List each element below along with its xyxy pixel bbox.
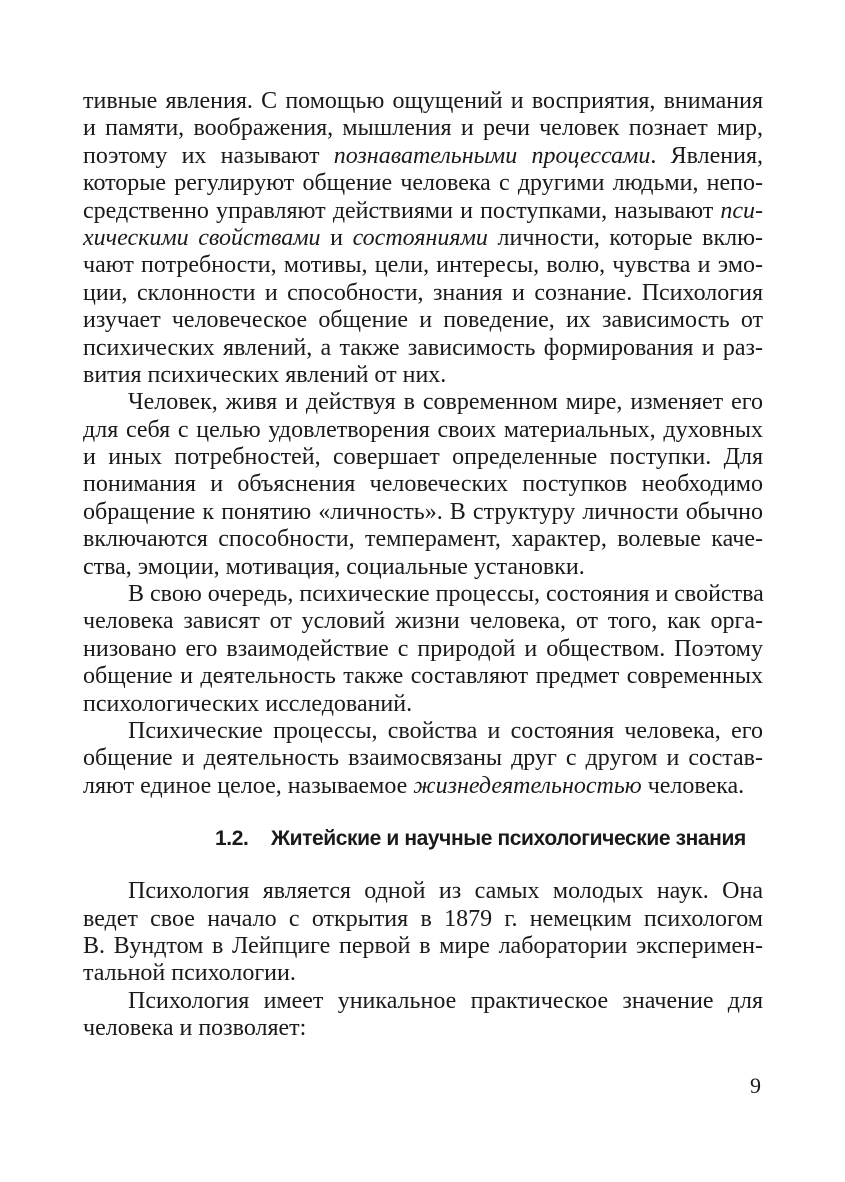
text-line: низовано его взаимодействие с природой и обществом. Поэтому [83, 635, 763, 662]
emphasis-term: жизнедеятельностью [413, 772, 642, 799]
text-line: включаются способности, темперамент, характер, волевые каче- [83, 526, 763, 553]
text-run: ляют единое целое, называемое [83, 772, 414, 799]
page-number: 9 [750, 1073, 761, 1098]
text-line: обращение к понятию «личность». В структуру личности обычно [83, 498, 763, 525]
paragraph [83, 988, 763, 1043]
text-run: средственно управляют действиями и поступками, называют [83, 197, 721, 224]
text-line: Психология имеет уникальное практическое значение для [128, 987, 763, 1014]
paragraph [83, 389, 763, 581]
text-line: и памяти, воображения, мышления и речи человек познает мир, [83, 115, 763, 142]
text-line: для себя с целью удовлетворения своих материальных, духовных [83, 416, 763, 443]
section-number: 1.2. [215, 827, 249, 851]
emphasis-term: хическими свойствами [83, 224, 321, 251]
text-line: общение и деятельность также составляют предмет современных [83, 663, 763, 690]
page-body [83, 88, 763, 1043]
text-run: . Явления, [650, 142, 763, 169]
text-line: В свою очередь, психические процессы, состояния и свойства [128, 581, 764, 608]
text-line: ства, эмоции, мотивация, социальные установки. [83, 553, 585, 580]
text-run: и [320, 224, 353, 251]
text-line: тальной психологии. [83, 960, 296, 987]
section-title: Житейские и научные психологические знания [271, 827, 746, 851]
text-run: личности, которые вклю- [487, 224, 763, 251]
text-line: ции, склонности и способности, знания и сознание. Психология [83, 279, 763, 306]
text-line: которые регулируют общение человека с другими людьми, непо- [83, 170, 763, 197]
paragraph [83, 88, 763, 389]
emphasis-term: пси- [720, 197, 763, 224]
text-line: Человек, живя и действуя в современном мире, изменяет его [128, 389, 763, 416]
paragraph [83, 581, 763, 718]
text-line: Психология является одной из самых молодых наук. Она [128, 878, 763, 905]
text-line [83, 773, 763, 800]
text-line: понимания и объяснения человеческих поступков необходимо [83, 471, 763, 498]
text-line: ведет свое начало с открытия в 1879 г. немецким психологом [83, 905, 763, 932]
paragraph [83, 718, 763, 800]
text-line: человека зависят от условий жизни человека, от того, как орга- [83, 608, 763, 635]
emphasis-term: познавательными процессами [333, 142, 651, 169]
text-line: тивные явления. С помощью ощущений и восприятия, внимания [83, 88, 763, 114]
emphasis-term: состояниями [352, 224, 488, 251]
text-line: Психические процессы, свойства и состояния человека, его [128, 717, 763, 744]
text-line: изучает человеческое общение и поведение, их зависимость от [83, 307, 763, 334]
text-line [83, 143, 763, 170]
text-line: чают потребности, мотивы, цели, интересы, волю, чувства и эмо- [83, 252, 763, 279]
section-heading [83, 825, 763, 852]
text-line [83, 225, 763, 252]
text-line: В. Вундтом в Лейпциге первой в мире лаборатории эксперимен- [83, 932, 763, 959]
text-line [83, 198, 763, 225]
paragraph [83, 878, 763, 988]
text-line: общение и деятельность взаимосвязаны друг с другом и состав- [83, 745, 763, 772]
text-run: человека. [641, 772, 745, 799]
text-line: и иных потребностей, совершает определенные поступки. Для [83, 444, 763, 471]
text-line: вития психических явлений от них. [83, 361, 447, 388]
text-line: психических явлений, а также зависимость формирования и раз- [83, 334, 763, 361]
text-run: поэтому их называют [83, 142, 334, 169]
text-line: психологических исследований. [83, 690, 413, 717]
text-line: человека и позволяет: [83, 1015, 307, 1042]
